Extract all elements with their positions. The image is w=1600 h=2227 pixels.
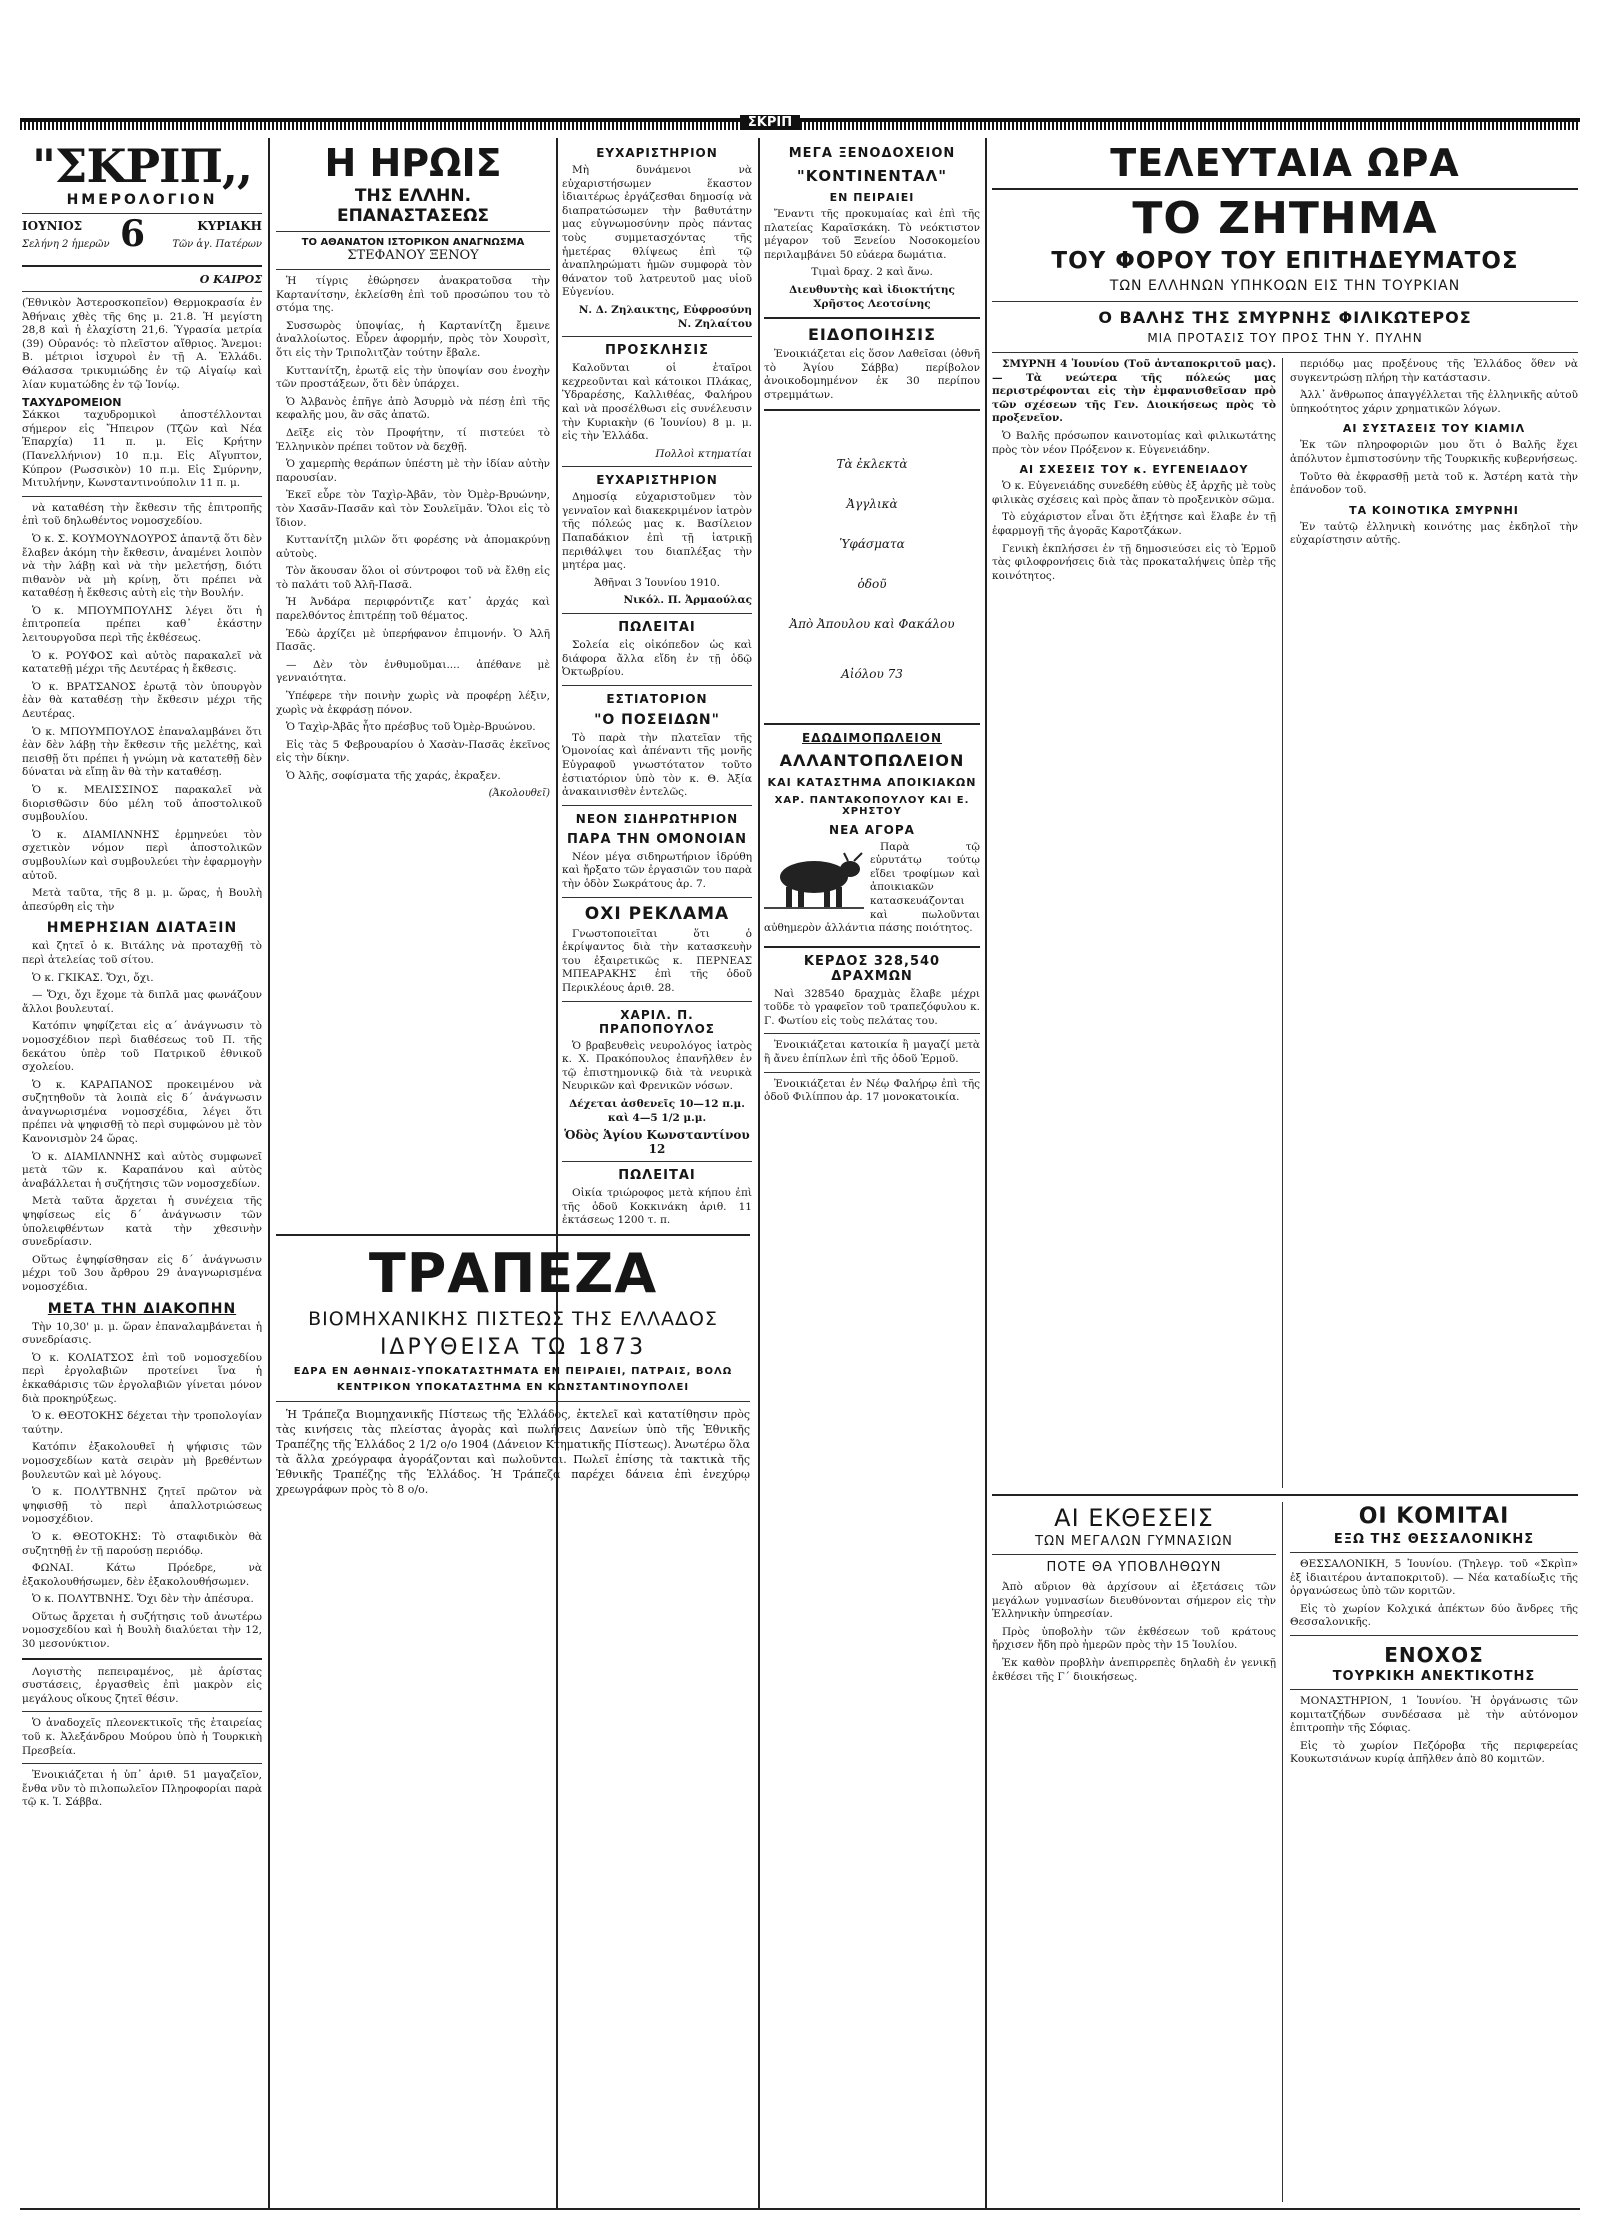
col3-rule	[562, 805, 752, 806]
hotel-prices: Τιμαὶ δραχ. 2 καὶ ἄνω.	[811, 266, 933, 279]
serial-para: Εἰς τὰς 5 Φεβρουαρίου ὁ Χασὰν-Πασᾶς ἐκεῖνος εἰς τὴν δίκην.	[276, 738, 550, 765]
lead-body	[992, 358, 1578, 1488]
col3-thanks2-heading: ΕΥΧΑΡΙΣΤΗΡΙΟΝ	[596, 473, 718, 488]
serial-para: Ὁ Ἀλβανὸς ἐπῆγε ἀπὸ Ἀσυρμὸ νὰ πέσῃ ἐπὶ τῆς κεφαλῆς μου, ἂν σᾶς ἀπατῶ.	[276, 395, 550, 422]
exams-para: Ἐκ καθὸν προβλὴν ἀνεπιρρεπὲς δηλαδὴ ἐν γενικῇ ἐκθέσει τῆς Γ΄ διοικήσεως.	[992, 1656, 1276, 1683]
col1-rule-ad	[22, 1763, 262, 1764]
hotel-heading: ΜΕΓΑ ΞΕΝΟΔΟΧΕΙΟΝ	[788, 146, 956, 161]
serial-para: Κυττανίτζη, ἐρωτᾷ εἰς τὴν ὑποψίαν σου ἐνοχὴν τῶν προστάξεων, ὅτι δὲν ὑπάρχει.	[276, 364, 550, 391]
bank-rule	[276, 1401, 750, 1402]
col3-sale-text: Σολεία εἰς οἰκόπεδον ὡς καὶ διάφορα ἄλλα εἴδη ἐν τῇ ὁδῷ Ὀκτωβρίου.	[562, 639, 752, 679]
notice-heading: ΕΙΔΟΠΟΙΗΣΙΣ	[807, 325, 936, 345]
bank-line-2: ΙΔΡΥΘΕΙΣΑ ΤΩ 1873	[379, 1335, 647, 1360]
col1-para: Ὁ κ. ΔΙΑΜΙΛΝΝΗΣ καὶ αὐτὸς συμφωνεῖ μετὰ τῶν κ. Καραπάνου καὶ αὐτὸς ἀναβάλλεται ἡ συζήτησις τῶν νομοσχεδίων.	[22, 1150, 262, 1190]
bank-top-rule	[276, 1234, 750, 1236]
culprit-para: ΜΟΝΑΣΤΗΡΙΟΝ, 1 Ἰουνίου. Ἡ ὀργάνωσις τῶν κομιτατζήδων συνδέσασα μὲ τὴν αὐτόνομον ἐπιτροπὴν τῆς Σόφιας.	[1290, 1694, 1578, 1735]
lead-para: ΣΜΥΡΝΗ 4 Ἰουνίου (Τοῦ ἀνταποκριτοῦ μας).— Τὰ νεώτερα τῆς πόλεώς μας περιστρέφονται εἰς τὴν ἐμφανισθεῖσαν πρὸ τῶν σχέσεων τῆς Γεν. Διοικήσεως πρὸς τὸ προξενεῖον.	[992, 358, 1276, 425]
serial-para: Ὑπέφερε τὴν ποινὴν χωρὶς νὰ προφέρῃ λέξιν, χωρὶς νὰ ἐκφράσῃ πόνον.	[276, 690, 550, 716]
serial-para: Ἡ Ἀνδάρα περιφρόντιζε κατ᾽ ἀρχάς καὶ παρελθόντος ἐπιτρέπῃ τοῦ θέματος.	[276, 596, 550, 623]
col1-rule-ads	[22, 1658, 262, 1660]
col3-thanks2-text: Δημοσίᾳ εὐχαριστοῦμεν τὸν γενναῖον καὶ διακεκριμένον ἰατρὸν τῆς πόλεώς μας κ. Βασίλειον Παπαδάκιον ἐπὶ τῇ ἰατρικῇ περιθάλψει του διαπλέξας τὴν μητέρα μας.	[562, 491, 752, 572]
col1-para: καὶ ζητεῖ ὁ κ. Βιτάλης νὰ προταχθῇ τὸ περὶ ἀτελείας τοῦ σίτου.	[22, 940, 262, 966]
lead-para: Ὁ Βαλῆς πρόσωπον καινοτομίας καὶ φιλικωτάτης πρὸς τὸν νέον Πρόξενον κ. Εὐγενειάδην.	[992, 429, 1276, 456]
hotel-owner: Διευθυντὴς καὶ ἰδιοκτήτης Χρῆστος Λεοτσίνης	[789, 283, 955, 310]
col3-rule	[562, 466, 752, 467]
masthead-saints: Τῶν ἁγ. Πατέρων	[172, 239, 262, 250]
rental-text: Ἐνοικιάζεται κατοικία ἢ μαγαζί μετὰ ἢ ἄνευ ἐπίπλων ἐπὶ τῆς ὁδοῦ Ἑρμοῦ.	[764, 1039, 980, 1066]
profit-text: Ναὶ 328540 δραχμὰς ἔλαβε μέχρι τοῦδε τὸ γραφεῖον τοῦ τραπεζόφυλου κ. Γ. Φωτίου εἰς τοὺς πελάτας του.	[764, 987, 980, 1027]
hotel-location: ΕΝ ΠΕΙΡΑΙΕΙ	[829, 191, 915, 204]
lead-para: Γενικὴ ἐκπλήσσει ἐν τῇ δημοσιεύσει εἰς τὸ Ἑρμοῦ τὰς φιλοφρονήσεις διὰ τὰς προκαταλήψεις ὑπὲρ τῆς κοινότητος.	[992, 542, 1276, 582]
ox-icon	[764, 845, 864, 915]
lead-rule	[992, 352, 1578, 353]
komites-subtitle: ΕΞΩ ΤΗΣ ΘΕΣΣΑΛΟΝΙΚΗΣ	[1333, 1532, 1535, 1547]
col1-para: — Ὄχι, ὄχι ἔχομε τὰ διπλᾶ μας φωνάζουν ἄλλοι βουλευταί.	[22, 989, 262, 1015]
lead-inner-rule	[1282, 358, 1283, 1488]
bank-line-4: ΚΕΝΤΡΙΚΟΝ ΥΠΟΚΑΤΑΣΤΗΜΑ ΕΝ ΚΩΝΣΤΑΝΤΙΝΟΥΠΟΛΕΙ	[336, 1382, 690, 1393]
col3-thanks-sign: Ν. Δ. Ζηλαικτης, Εὐφροσύνη Ν. Ζηλαίτου	[578, 303, 752, 330]
komites-article	[1290, 1502, 1578, 1771]
culprit-subtitle: ΤΟΥΡΚΙΚΗ ΑΝΕΚΤΙΚΟΤΗΣ	[1332, 1668, 1536, 1684]
lead-subhead: ΑΙ ΣΧΕΣΕΙΣ ΤΟΥ κ. ΕΥΓΕΝΕΙΑΔΟΥ	[1019, 463, 1249, 477]
lead-right-column	[1290, 358, 1578, 552]
serial-continued: (Ἀκολουθεῖ)	[488, 787, 550, 799]
exams-subtitle: ΤΩΝ ΜΕΓΑΛΩΝ ΓΥΜΝΑΣΙΩΝ	[1035, 1534, 1233, 1549]
col3-ironing-text: Νέον μέγα σιδηρωτήριον ἱδρύθη καὶ ἤρξατο τῶν ἐργασιῶν του παρὰ τὴν ὁδὸν Σωκράτους ἀρ. 7.	[562, 850, 752, 890]
komites-para: ΘΕΣΣΑΛΟΝΙΚΗ, 5 Ἰουνίου. (Τηλεγρ. τοῦ «Σκρὶπ» ἐξ ἰδιαιτέρου ἀνταποκριτοῦ). — Νέα καταδίωξις τῆς ὀργανώσεως ὑπὸ τῶν κοριτῶν.	[1290, 1558, 1578, 1598]
col1-heading-after-break: ΜΕΤΑ ΤΗΝ ΔΙΑΚΟΠΗΝ	[47, 1300, 237, 1317]
col1-para: Ὁ κ. ΜΠΟΥΜΠΟΥΛΗΣ λέγει ὅτι ἡ ἐπιτροπεία πρέπει καθ᾽ ἑκάστην λειτουργοῦσα περὶ τῆς ἐκθέσεως.	[22, 604, 262, 645]
komites-title: ΟΙ ΚΟΜΙΤΑΙ	[1358, 1504, 1510, 1529]
column-4	[764, 140, 980, 2210]
col1-para: Μετὰ ταῦτα, τῆς 8 μ. μ. ὥρας, ἡ Βουλὴ ἀπεσύρθη εἰς τὴν	[22, 887, 262, 913]
col4-rule	[764, 1072, 980, 1073]
fabric-ad-line: Ἀγγλικὰ	[846, 496, 898, 511]
fabric-ad	[764, 417, 980, 717]
serial-para: Κυττανίτζη μιλῶν ὅτι φορέσης νὰ ἀπομακρύνῃ αὐτοὺς.	[276, 534, 550, 560]
exams-rule	[992, 1554, 1276, 1555]
column-3	[562, 140, 752, 1227]
col1-para: Ὁ κ. ΓΚΙΚΑΣ. Ὄχι, ὄχι.	[32, 971, 154, 984]
exams-title: ΑΙ ΕΚΘΕΣΕΙΣ	[1054, 1504, 1214, 1532]
lead-subhead: ΑΙ ΣΥΣΤΑΣΕΙΣ ΤΟΥ ΚΙΑΜΙΛ	[1342, 422, 1526, 436]
serial-para: Ἐδὼ ἀρχίζει μὲ ὑπερήφανον ἐπιμονήν. Ὁ Ἀλῆ Πασᾶς.	[276, 627, 550, 654]
col3-doctor-address: Ὁδὸς Ἁγίου Κωνσταντίνου 12	[564, 1128, 750, 1156]
komites-rule	[1290, 1552, 1578, 1553]
col3-restaurant-heading: ΕΣΤΙΑΤΟΡΙΟΝ	[606, 691, 708, 706]
serial-author: ΣΤΕΦΑΝΟΥ ΞΕΝΟΥ	[347, 248, 479, 263]
weather-heading: Ο ΚΑΙΡΟΣ	[199, 273, 262, 286]
col1-para: Μετὰ ταῦτα ἄρχεται ἡ συνέχεια τῆς ψηφίσεως εἰς δ΄ ἀνάγνωσιν τῶν ὑπολειφθέντων κατὰ τὴν χθεσινὴν συνεδρίασιν.	[22, 1195, 262, 1249]
lead-subhead: ΤΑ ΚΟΙΝΟΤΙΚΑ ΣΜΥΡΝΗΙ	[1349, 503, 1519, 517]
column-2	[276, 140, 550, 1220]
deli-heading-3: ΚΑΙ ΚΑΤΑΣΤΗΜΑ ΑΠΟΙΚΙΑΚΩΝ	[767, 775, 977, 789]
page-bottom-rule	[20, 2208, 1580, 2210]
col3-thanks-text: Μὴ δυνάμενοι νὰ εὐχαριστήσωμεν ἕκαστον ἰδιαιτέρως ἐργάζεσθαι δημοσίᾳ νὰ διαπρατώσωμεν τὴν βαθυτάτην μας εὐγνωμοσύνην πρὸς πάντας τοὺς συμμετασχόντας τῆς ἡμετέρας θλίψεως ἐπὶ τῷ ἀναπληρώματι ἡμῶν συμφορὰ τὸν θάνατον τοῦ λατρευτοῦ μας υἱοῦ Εὐγενίου.	[562, 164, 752, 299]
deli-owners: ΧΑΡ. ΠΑΝΤΑΚΟΠΟΥΛΟΥ ΚΑΙ Ε. ΧΡΗΣΤΟΥ	[774, 794, 970, 817]
mail-heading: ΤΑΧΥΔΡΟΜΕΙΟΝ	[22, 396, 122, 410]
col3-rule	[562, 613, 752, 614]
lead-headline-2: ΤΟΥ ΦΟΡΟΥ ΤΟΥ ΕΠΙΤΗΔΕΥΜΑΤΟΣ	[1051, 248, 1519, 274]
col1-para: Ὁ κ. ΠΟΛΥΤΒΝΗΣ ζητεῖ πρῶτον νὰ ψηφισθῇ τὸ περὶ ἀπαλλοτριώσεως νομοσχέδιον.	[22, 1486, 262, 1526]
lead-para: Ὁ κ. Εὐγενειάδης συνεδέθη εὐθὺς ἐξ ἀρχῆς μὲ τοὺς φιλικὰς σχέσεις καὶ πρὸς ἄπαν τὸ προξενικὸν σῶμα.	[992, 480, 1276, 506]
col1-para: Οὕτως ἐψηφίσθησαν εἰς δ΄ ἀνάγνωσιν μέχρι τοῦ 3ου ἄρθρου 29 ἀναγνωρισμένα νομοσχέδια.	[22, 1253, 262, 1293]
lead-banner: ΤΕΛΕΥΤΑΙΑ ΩΡΑ	[1110, 141, 1460, 185]
column-1	[22, 140, 262, 2210]
serial-para: Τὸν ἄκουσαν ὅλοι οἱ σύντροφοι τοῦ νὰ ἔλθῃ εἰς τὸ παλάτι τοῦ Ἀλῆ-Πασᾶ.	[276, 565, 550, 591]
col1-ad: Ἐνοικιάζεται ἡ ὑπ᾽ ἀριθ. 51 μαγαζεῖον, ἔνθα νῦν τὸ πιλοπωλεῖον Πληροφορίαι παρὰ τῷ κ. Ἰ. Σάββα.	[22, 1769, 262, 1809]
masthead-moon: Σελήνη 2 ἡμερῶν	[22, 239, 110, 250]
deli-heading-2: ΑΛΛΑΝΤΟΠΩΛΕΙΟΝ	[779, 750, 965, 770]
lead-para: Ἐκ τῶν πληροφοριῶν μου ὅτι ὁ Βαλῆς ἔχει ἀπόλυτον ἐμπιστοσύνην τῆς Τουρκικῆς κυβερνήσεως.	[1290, 439, 1578, 465]
lead-para: Ἐν ταὐτῷ ἑλληνικὴ κοινότης μας ἐκδηλοῖ τὴν εὐχαρίστησιν αὐτῆς.	[1290, 520, 1578, 547]
col3-no-advert-heading: ΟΧΙ ΡΕΚΛΑΜΑ	[584, 903, 730, 924]
serial-para: Ὁ Ταχὶρ-Ἀβᾶς ἦτο πρέσβυς τοῦ Ὀμὲρ-Βρυώνου.	[286, 721, 536, 734]
col3-invitation-sign: Πολλοὶ κτηματίαι	[655, 447, 752, 460]
serial-title: Η ΗΡΩΙΣ	[324, 141, 502, 185]
fabric-ad-line: Αἰόλου 73	[841, 666, 903, 681]
serial-rule	[276, 231, 550, 232]
exams-article	[992, 1502, 1276, 1688]
mail-text: Σάκκοι ταχυδρομικοὶ ἀποστέλλονται σήμερον εἰς Ἤπειρον (Τζῶν καὶ Νέα Ἐπαρχία) 11 π. μ. Εἰς Κρήτην (Πανελλήνιον) 10 π.μ. Εἰς Αἴγυπτον, Κύπρον (Ρωσσικὸν) 10 π.μ. Εἰς Σμύρνην, Μιτυλήνην, Κωνσταντινούπολιν 11 π. μ.	[22, 409, 262, 490]
col3-invitation-text: Καλοῦνται οἱ ἑταῖροι κεχρεοῦνται καὶ κάτοικοι Πλάκας, Ὑδραρέσης, Καλλιθέας, Φαλήρου καὶ νὰ προσέλθωσι εἰς συνέλευσιν τὴν Κυριακὴν (6 Ἰουνίου) 8 μ. μ. εἰς τὴν Ἑλλάδα.	[562, 362, 752, 443]
col1-rule-a	[22, 496, 262, 497]
masthead-title: "ΣΚΡΙΠ,,	[31, 139, 253, 193]
lead-headline-5: ΜΙΑ ΠΡΟΤΑΣΙΣ ΤΟΥ ΠΡΟΣ ΤΗΝ Υ. ΠΥΛΗΝ	[1147, 331, 1423, 345]
bank-title: ΤΡΑΠΕΖΑ	[368, 1242, 658, 1305]
lead-para: περιόδῳ μας προξένους τῆς Ἑλλάδος ὅθεν νὰ συγκεντρώσῃ πλήρη τὴν κατάστασιν.	[1290, 358, 1578, 384]
col1-rule-ad	[22, 1711, 262, 1712]
col3-sale2-heading: ΠΩΛΕΙΤΑΙ	[618, 1168, 696, 1184]
exams-para: Πρὸς ὑποβολὴν τῶν ἐκθέσεων τοῦ κράτους ἤρχισεν ἤδη πρὸ ἡμερῶν πρὸς τὴν 15 Ἰουλίου.	[992, 1625, 1276, 1652]
komites-rule-2	[1290, 1635, 1578, 1636]
bank-text: Ἡ Τράπεζα Βιομηχανικῆς Πίστεως τῆς Ἑλλάδος, ἐκτελεῖ καὶ κατατίθησιν πρὸς τὰς κινήσεις τὰς πλείστας ἀγορὰς καὶ πωλήσεις Δανείων ὑπὸ τῆς Ἐθνικῆς Τραπέζης τῆς Ἑλλάδος 2 1/2 ο/ο 1904 (Δάνειον Κτηματικῆς Πίστεως). Ἀνωτέρω ὅλα τὰ ἄλλα χρεόγραφα ἀγοράζονται καὶ πωλοῦνται. Πωλεῖ ἐπίσης τὰ τακτικὰ τῆς Ἐθνικῆς Τραπέζης τῆς Ἑλλάδος. Ἡ Τράπεζα παρέχει δάνεια ἐπὶ ἐνεχύρῳ χρεωγράφων πρὸς τὸ 8 ο/ο.	[276, 1408, 750, 1496]
col1-para: Κατόπιν ἐξακολουθεῖ ἡ ψήφισις τῶν νομοσχεδίων κατὰ σειρὰν μὴ βρεθέντων βουλευτῶν καὶ μὲ λόγους.	[22, 1441, 262, 1481]
col3-doctor-hours: Δέχεται ἀσθενεῖς 10—12 π.μ. καὶ 4—5 1/2 μ.μ.	[569, 1097, 745, 1124]
lead-bottom-rule	[992, 1494, 1578, 1496]
culprit-title: ΕΝΟΧΟΣ	[1384, 1642, 1484, 1667]
col1-para: Ὁ κ. ΠΟΛΥΤΒΝΗΣ. Ὄχι δὲν τὴν ἀπέσυρα.	[32, 1593, 254, 1606]
column-rule-1	[268, 138, 270, 2208]
deli-text: Παρὰ τῷ εὐρυτάτῳ τούτῳ εἴδει τροφίμων καὶ ἀποικιακῶν κατασκευάζονται καὶ πωλοῦνται αὐθημερὸν ἀλλάντια πάσης ποιότητος.	[764, 840, 980, 935]
weather-rule	[22, 291, 262, 292]
lead-story	[992, 140, 1578, 2210]
lower-inner-rule	[1282, 1502, 1283, 2202]
profit-heading: ΚΕΡΔΟΣ 328,540 ΔΡΑΧΜΩΝ	[803, 953, 941, 984]
culprit-rule	[1290, 1689, 1578, 1690]
lead-headline-3: ΤΩΝ ΕΛΛΗΝΩΝ ΥΠΗΚΟΩΝ ΕΙΣ ΤΗΝ ΤΟΥΡΚΙΑΝ	[1109, 278, 1461, 294]
masthead-date-row	[22, 213, 262, 259]
masthead-day-number: 6	[120, 213, 146, 255]
lead-headline-1: ΤΟ ΖΗΤΗΜΑ	[1132, 193, 1438, 244]
lead-rule	[992, 301, 1578, 302]
header-stripe-left	[20, 122, 740, 130]
col3-rule	[562, 1161, 752, 1162]
col3-thanks2-sign: Νικόλ. Π. Ἀρμαούλας	[623, 594, 752, 607]
serial-para: Ἐκεῖ εὗρε τὸν Ταχὶρ-Ἀβᾶν, τὸν Ὀμὲρ-Βρυώνην, τὸν Χασᾶν-Πασᾶν καὶ τὸν Σουλεϊμᾶν. Ὅλοι εἰς τὸ ἴδιον.	[276, 489, 550, 529]
col3-sale-heading: ΠΩΛΕΙΤΑΙ	[618, 620, 696, 636]
lead-left-column	[992, 358, 1276, 587]
exams-subtitle-2: ΠΟΤΕ ΘΑ ΥΠΟΒΛΗΘΩΥΝ	[1046, 1560, 1222, 1575]
lead-banner-rule	[992, 188, 1578, 190]
col1-ad: Λογιστὴς πεπειραμένος, μὲ ἀρίστας συστάσεις, ἐργασθεὶς ἐπὶ μακρὸν εἰς μεγάλους οἴκους ζητεῖ θέσιν.	[22, 1665, 262, 1705]
hotel-name: "ΚΟΝΤΙΝΕΝΤΑΛ"	[796, 167, 948, 185]
hotel-text: Ἔναντι τῆς προκυμαίας καὶ ἐπὶ τῆς πλατείας Καραϊσκάκη. Τὸ νεόκτιστον μέγαρον τοῦ Ξενείου Νοσοκομείου περιλαμβάνει 50 εὐάερα δωμάτια.	[764, 208, 980, 261]
lead-para: Ἀλλ᾽ ἄνθρωπος ἀπαγγέλλεται τῆς ἑλληνικῆς αὐτοῦ ὑπηκοότητος χάριν χρηματικῶν λόγων.	[1290, 389, 1578, 415]
weather-text: (Ἐθνικὸν Ἀστεροσκοπεῖον) Θερμοκρασία ἐν Ἀθήναις χθὲς τῆς 6ης μ. 21.8. Ἡ μεγίστη 28,8 καὶ ἡ ἐλαχίστη 21,6. Ὑγρασία μετρία (39) Οὐρανός: τὸ πλεῖστον αἴθριος. Ἄνεμοι: Β. μέτριοι ἰσχυροὶ ἐν τῇ Α. Ἑλλάδι. Θάλασσα τρικυμιώδης ἐν τῷ Αἰγαίῳ καὶ λίαν κυματώδης ἐν τῷ Ἰονίῳ.	[22, 297, 262, 391]
fabric-ad-line: ὁδοῦ	[857, 576, 887, 591]
col1-para: Ὁ κ. ΜΠΟΥΜΠΟΥΛΟΣ ἐπαναλαμβάνει ὅτι ἐὰν δὲν λάβῃ τὴν ἔκθεσιν τῆς μελέτης, καὶ πεισθῇ ὅτι πρέπει ἡ γνώμη νὰ κατατεθῇ δὲν δύναται νὰ εἴπῃ ἂν θὰ τὴν καταθέσῃ.	[22, 725, 262, 779]
masthead-subtitle: ΗΜΕΡΟΛΟΓΙΟΝ	[66, 192, 218, 208]
col1-para: Τὴν 10,30' μ. μ. ὥραν ἐπαναλαμβάνεται ἡ συνεδρίασις.	[22, 1320, 262, 1347]
lower-boxes	[992, 1502, 1578, 2202]
fabric-ad-line: Ὑφάσματα	[839, 536, 905, 551]
col3-rule	[562, 685, 752, 686]
column-rule-4	[985, 138, 987, 2208]
col1-para: Ὁ κ. ΜΕΛΙΣΣΙΝΟΣ παρακαλεῖ νὰ διορισθῶσιν δύο μέλη τοῦ ἀποστολικοῦ συμβουλίου.	[22, 784, 262, 824]
column-rule-3	[758, 138, 760, 2208]
deli-location: ΝΕΑ ΑΓΟΡΑ	[829, 822, 915, 837]
col3-rule	[562, 1001, 752, 1002]
col1-ad: Ὁ ἀναδοχεῖς πλεονεκτικοῖς τῆς ἑταιρείας τοῦ κ. Ἀλεξάνδρου Μούρου ὑπὸ ἡ Τουρκικὴ Πρεσβεία.	[22, 1717, 262, 1757]
col4-rule	[764, 723, 980, 725]
col4-rule	[764, 946, 980, 948]
col1-para: Ὁ κ. ΘΕΟΤΟΚΗΣ δέχεται τὴν τροπολογίαν ταύτην.	[22, 1410, 262, 1436]
col1-heading-agenda: ΗΜΕΡΗΣΙΑΝ ΔΙΑΤΑΞΙΝ	[46, 920, 238, 937]
col1-para: Κατόπιν ψηφίζεται εἰς α΄ ἀνάγνωσιν τὸ νομοσχέδιον περὶ διαθέσεως τοῦ Π. τῆς δεκάτου ὑπὲρ τοῦ Πατρικοῦ ἐθνικοῦ σχολείου.	[22, 1020, 262, 1074]
serial-para: Ὁ Ἀλῆς, σοφίσματα τῆς χαράς, ἐκραξεν.	[286, 770, 501, 782]
serial-subtitle: ΤΟ ΑΘΑΝΑΤΟΝ ΙΣΤΟΡΙΚΟΝ ΑΝΑΓΝΩΣΜΑ	[301, 237, 525, 248]
col1-para: Ὁ κ. ΚΑΡΑΠΑΝΟΣ προκειμένου νὰ συζητηθοῦν τὰ λοιπὰ εἰς δ΄ ἀνάγνωσιν ἀναγνωρισμένα νομοσχέδια, λέγει ὅτι πρέπει νὰ ψηφισθῇ τὸ περὶ συμφώνου μὲ τὸν Κανονισμὸν 24 ὥρας.	[22, 1078, 262, 1146]
masthead-month: ΙΟΥΝΙΟΣ	[22, 219, 83, 233]
serial-rule-2	[276, 269, 550, 270]
lead-para: Τὸ εὐχάριστον εἶναι ὅτι ἐξήτησε καὶ ἔλαβε ἐν τῇ ἐφαρμογῇ τῆς ἀγορᾶς Καροτζάκων.	[992, 511, 1276, 537]
col3-thanks-heading: ΕΥΧΑΡΙΣΤΗΡΙΟΝ	[596, 146, 718, 160]
lead-headline-4: Ο ΒΑΛΗΣ ΤΗΣ ΣΜΥΡΝΗΣ ΦΙΛΙΚΩΤΕΡΟΣ	[1098, 308, 1472, 327]
col1-para: Ὁ κ. ΘΕΟΤΟΚΗΣ: Τὸ σταφιδικὸν θὰ συζητηθῇ ἐν τῇ παρούσῃ περιόδῳ.	[22, 1530, 262, 1557]
col3-doctor-text: Ὁ βραβευθεὶς νευρολόγος ἰατρὸς κ. Χ. Πρακόπουλος ἐπανῆλθεν ἐν τῷ ἐπιστημονικῷ διὰ τὰ νευρικὰ Νευρικῶν καὶ Φρενικῶν νόσων.	[562, 1039, 752, 1093]
col4-rule	[764, 317, 980, 319]
fabric-ad-line: Ἀπὸ Ἀπουλου καὶ Φακάλου	[789, 616, 955, 631]
col1-para: Ὁ κ. ΚΟΛΙΑΤΣΟΣ ἐπὶ τοῦ νομοσχεδίου περὶ ἐργολαβιῶν προτείνει ἵνα ἡ ἐκκαθάρισις τῶν ἐργολαβιῶν γίνεται μόνον διὰ προκηρύξεως.	[22, 1351, 262, 1405]
col3-ironing-heading-2: ΠΑΡΑ ΤΗΝ ΟΜΟΝΟΙΑΝ	[567, 831, 747, 847]
header-top-label: ΣΚΡΙΠ	[740, 115, 800, 130]
serial-para: — Δὲν τὸν ἐνθυμοῦμαι.... ἀπέθανε μὲ γενναιότητα.	[276, 658, 550, 685]
masthead-weekday: ΚΥΡΙΑΚΗ	[197, 219, 262, 233]
bank-advert	[276, 1228, 750, 2088]
col3-sale2-text: Οἰκία τριώροφος μετὰ κήπου ἐπὶ τῆς ὁδοῦ Κοκκινάκη ἀριθ. 11 ἐκτάσεως 1200 τ. π.	[562, 1187, 752, 1227]
col3-restaurant-name: "Ο ΠΟΣΕΙΔΩΝ"	[594, 711, 720, 728]
col3-rule	[562, 336, 752, 337]
col4-rule	[764, 1033, 980, 1034]
serial-para: Συσσωρὸς ὑποψίας, ἡ Καρτανίτζη ἔμεινε ἀναλλοίωτος. Εὗρεν ἀφορμήν, πρὸς τὸν Χουρσὶτ, ὅτι εἰς τὴν Τριπολιτζὰν τούτην ἔβαλε.	[276, 319, 550, 359]
serial-para: Ὁ χαμερπὴς θεράπων ὑπέστη μὲ τὴν ἰδίαν αὐτὴν παρουσίαν.	[276, 458, 550, 484]
bank-line-1: ΒΙΟΜΗΧΑΝΙΚΗΣ ΠΙΣΤΕΩΣ ΤΗΣ ΕΛΛΑΔΟΣ	[308, 1308, 718, 1330]
komites-para: Εἰς τὸ χωρίον Κολχικά ἀπέκτων δύο ἄνδρες τῆς Θεσσαλονικῆς.	[1290, 1602, 1578, 1629]
rental-text-2: Ἐνοικιάζεται ἐν Νέῳ Φαλήρῳ ἐπὶ τῆς ὁδοῦ Φιλίππου ἀρ. 17 μονοκατοικία.	[764, 1077, 980, 1104]
col1-para: Ὁ κ. ΡΟΥΦΟΣ καὶ αὐτὸς παρακαλεῖ νὰ κατατεθῇ μέχρι τῆς Δευτέρας ἡ ἔκθεσις.	[22, 649, 262, 676]
culprit-para: Εἰς τὸ χωρίον Πεζόροβα τῆς περιφερείας Κουκωτσιάνων κυρίᾳ ἀπῆλθεν ἀπὸ 80 κομιτῶν.	[1290, 1739, 1578, 1766]
header-stripe-right	[800, 122, 1580, 130]
exams-para: Ἀπὸ αὔριον θὰ ἀρχίσουν αἱ ἐξετάσεις τῶν μεγάλων γυμνασίων διευθύνονται σήμερον εἰς τὴν Ἑλληνικὴν ὑπηρεσίαν.	[992, 1581, 1276, 1621]
fabric-ad-line: Τὰ ἐκλεκτὰ	[836, 456, 908, 471]
col1-para: νὰ καταθέση τὴν ἔκθεσιν τῆς ἐπιτροπῆς ἐπὶ τοῦ δηλωθέντος νομοσχεδίου.	[22, 501, 262, 528]
deli-heading: ΕΔΩΔΙΜΟΠΩΛΕΙΟΝ	[801, 730, 943, 745]
serial-para: Ἡ τίγρις ἐθώρησεν ἀνακρατοῦσα τὴν Καρτανίτσην, ἐκλείσθη ἐπὶ τοῦ προσώπου του τὸ στόμα της.	[276, 275, 550, 315]
bank-line-3: ΕΔΡΑ ΕΝ ΑΘΗΝΑΙΣ-ΥΠΟΚΑΤΑΣΤΗΜΑΤΑ ΕΝ ΠΕΙΡΑΙΕΙ, ΠΑΤΡΑΙΣ, ΒΟΛΩ	[293, 1366, 733, 1377]
col1-para: Ὁ κ. ΔΙΑΜΙΛΝΝΗΣ ἐρμηνεύει τὸν σχετικὸν νόμον περὶ ἀποστολικῶν συμβουλίων καὶ συμβουλεύει τὴν ἐφαρμογὴν αὐτοῦ.	[22, 828, 262, 882]
col3-thanks2-date: Ἀθῆναι 3 Ἰουνίου 1910.	[594, 576, 720, 589]
notice-text: Ἐνοικιάζεται εἰς ὅσον Λαθεῖσαι (ὀθνῆ τὸ Ἁγίου Σάββα) περίβολον ἀνοικοδομημένον ἐκ 30 περίπου στρεμμάτων.	[764, 348, 980, 401]
serial-para: Δεῖξε εἰς τὸν Προφήτην, τί πιστεύει τὸ Ἐλληνικὸν πρέπει τοῦτον νὰ δεχθῇ.	[276, 426, 550, 453]
col3-ironing-heading: ΝΕΟΝ ΣΙΔΗΡΩΤΗΡΙΟΝ	[575, 811, 739, 826]
serial-title-2: ΤΗΣ ΕΛΛΗΝ. ΕΠΑΝΑΣΤΑΣΕΩΣ	[336, 186, 490, 226]
col3-doctor-heading: ΧΑΡΙΛ. Π. ΠΡΑΠΟΠΟΥΛΟΣ	[599, 1007, 715, 1036]
col1-para: Ὁ κ. Σ. ΚΟΥΜΟΥΝΔΟΥΡΟΣ ἀπαντᾷ ὅτι δὲν ἔλαβεν ἀκόμη τὴν ἔκθεσιν, ἀναμένει λοιπὸν νὰ τὴν λάβῃ καὶ νὰ τὴν μελετήσῃ, διότι πιθανὸν νὰ μὴ κρίνῃ, ὅτι πρέπει νὰ καταθέσῃ ἡ ἔκθεσις αὐτὴ εἰς τὴν Βουλήν.	[22, 532, 262, 600]
col1-para: Ὁ κ. ΒΡΑΤΣΑΝΟΣ ἐρωτᾷ τὸν ὑπουργὸν ἐὰν θὰ καταθέσῃ τὴν ἔκθεσιν μέχρι τῆς Δευτέρας.	[22, 680, 262, 721]
col3-invitation-heading: ΠΡΟΣΚΛΗΣΙΣ	[605, 343, 709, 359]
lead-para: Τοῦτο θὰ ἐκφρασθῇ μετὰ τοῦ κ. Ἀστέρη κατὰ τὴν ἐπάνοδον τοῦ.	[1290, 470, 1578, 497]
col1-para: ΦΩΝΑΙ. Κάτω Πρόεδρε, νὰ ἐξακολουθήσωμεν, δὲν ἐξακολουθήσωμεν.	[22, 1562, 262, 1588]
col3-restaurant-text: Τὸ παρὰ τὴν πλατεῖαν τῆς Ὁμονοίας καὶ ἀπέναντι τῆς μονῆς Εὐγραφοῦ γνωστότατον τοῦτο ἑστιατόριον ὑπὸ τὸν κ. Θ. Ἀξία ἀνακαινισθὲν ἐντελῶς.	[562, 731, 752, 799]
deli-ox-illustration	[764, 845, 864, 915]
col1-para: Οὕτως ἄρχεται ἡ συζήτησις τοῦ ἀνωτέρω νομοσχεδίου καὶ ἡ Βουλὴ διαλύεται τὴν 12, 30 μεσονύκτιον.	[22, 1610, 262, 1651]
col3-no-advert-text: Γνωστοποιεῖται ὅτι ὁ ἐκρίψαντος διὰ τὴν κατασκευὴν του ἐξαιρετικῶς κ. ΠΕΡΝΕΑΣ ΜΠΕΑΡΑΚΗΣ ἐπὶ τῆς ὁδοῦ Περικλέους ἀριθ. 28.	[562, 927, 752, 994]
col4-rule	[764, 409, 980, 411]
col3-rule	[562, 897, 752, 898]
masthead-bottom-rule	[22, 265, 262, 267]
